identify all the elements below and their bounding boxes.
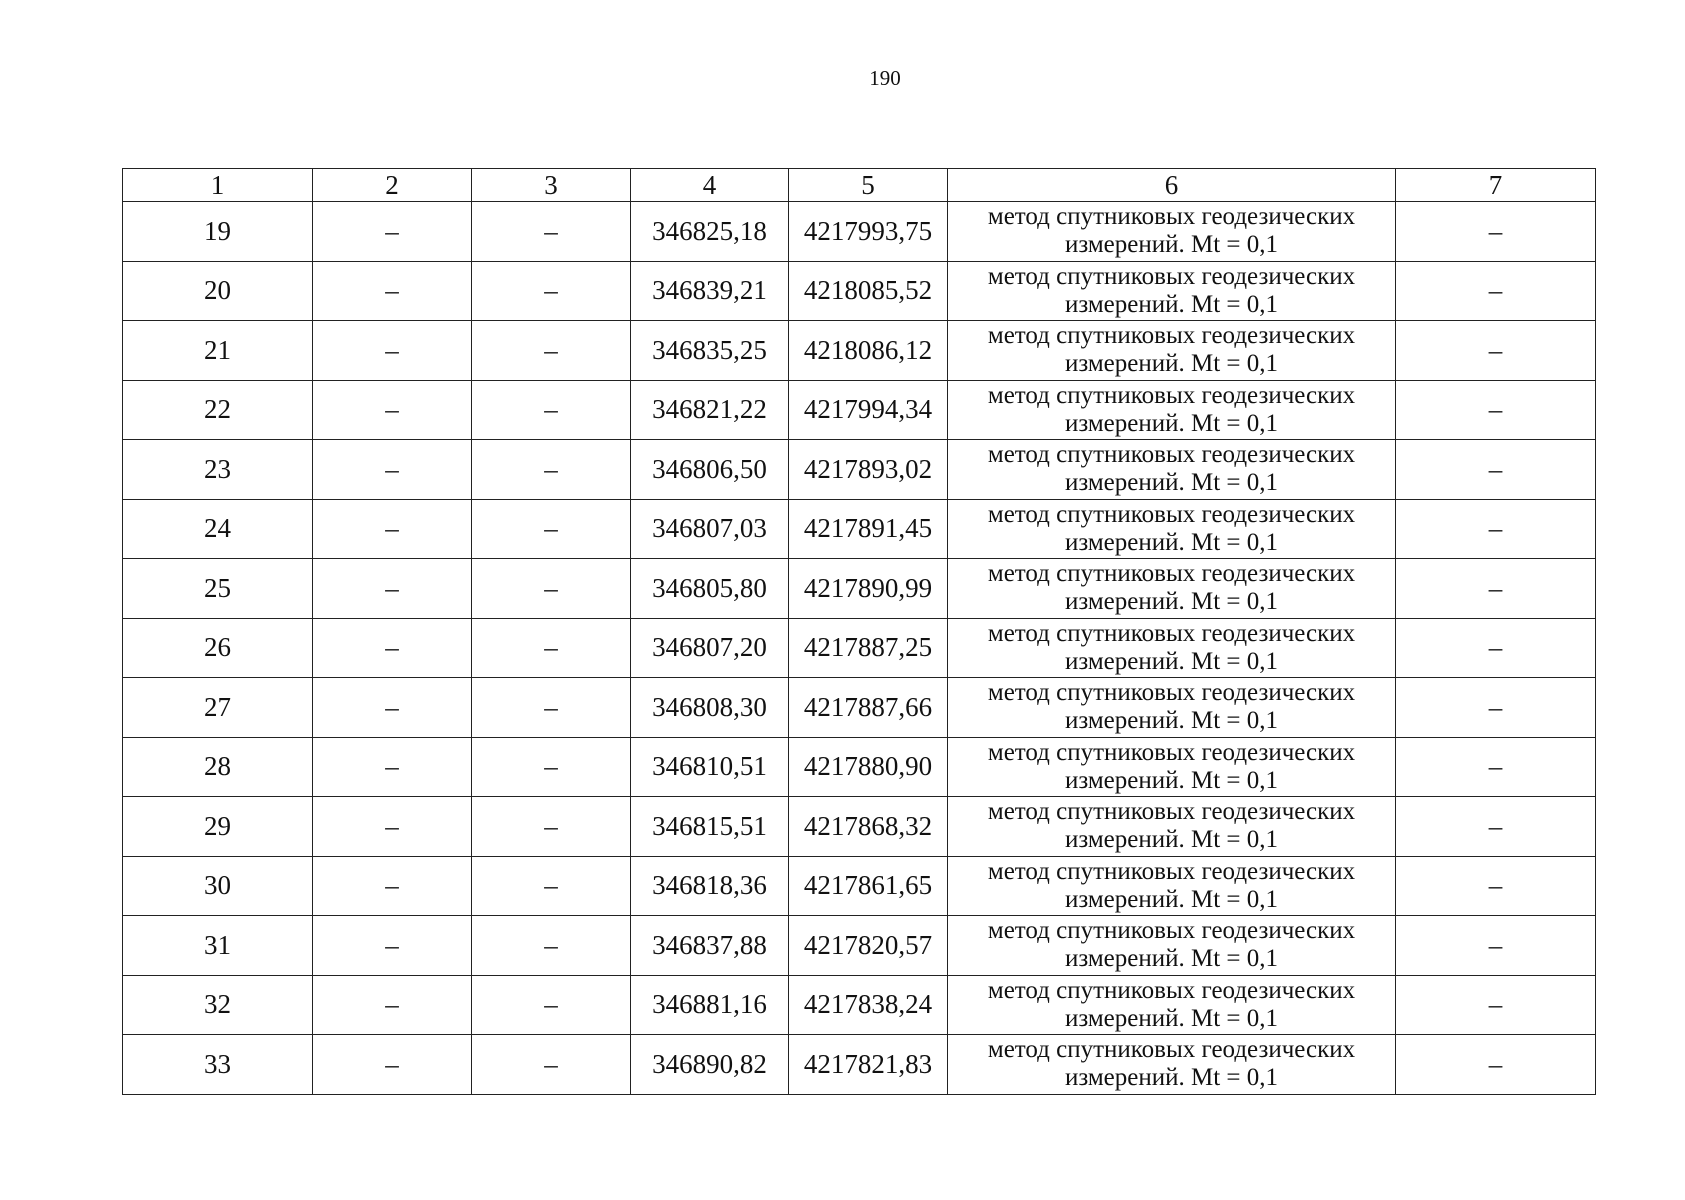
- method-line-2: измерений. Mt = 0,1: [1064, 231, 1279, 259]
- table-cell-col7: –: [1396, 797, 1596, 857]
- table-row: [123, 321, 1596, 381]
- table-cell-col5: 4217887,25: [789, 618, 948, 678]
- table-cell-col5: 4217820,57: [789, 916, 948, 976]
- table-cell-col4: 346881,16: [631, 975, 789, 1035]
- table-row: [123, 678, 1596, 738]
- table-cell-col1: 21: [123, 321, 313, 381]
- table-cell-col4: 346825,18: [631, 202, 789, 262]
- table-cell-col4: 346835,25: [631, 321, 789, 381]
- table-cell-col1: 33: [123, 1035, 313, 1095]
- table-row: [123, 797, 1596, 857]
- table-cell-col3: –: [472, 261, 631, 321]
- table-cell-col7: –: [1396, 499, 1596, 559]
- table-cell-col4: 346810,51: [631, 737, 789, 797]
- table-row: [123, 202, 1596, 262]
- method-line-2: измерений. Mt = 0,1: [1064, 1004, 1279, 1032]
- column-header: 5: [789, 169, 948, 202]
- table-cell-col4: 346815,51: [631, 797, 789, 857]
- method-line-1: метод спутниковых геодезических: [987, 1036, 1356, 1064]
- table-cell-col5: 4217993,75: [789, 202, 948, 262]
- table-cell-method: [948, 1035, 1396, 1095]
- table-cell-col7: –: [1396, 321, 1596, 381]
- table-cell-col1: 22: [123, 380, 313, 440]
- table-cell-col3: –: [472, 856, 631, 916]
- table-cell-method: [948, 202, 1396, 262]
- method-line-2: измерений. Mt = 0,1: [1064, 588, 1279, 616]
- table-cell-method: [948, 678, 1396, 738]
- table-cell-col2: –: [313, 261, 472, 321]
- table-cell-col7: –: [1396, 440, 1596, 500]
- table-cell-col7: –: [1396, 916, 1596, 976]
- table-cell-method: [948, 856, 1396, 916]
- table-cell-col5: 4217838,24: [789, 975, 948, 1035]
- table-cell-col1: 27: [123, 678, 313, 738]
- column-header: 2: [313, 169, 472, 202]
- column-header: 7: [1396, 169, 1596, 202]
- table-cell-method: [948, 797, 1396, 857]
- method-line-1: метод спутниковых геодезических: [987, 560, 1356, 588]
- table-cell-col4: 346821,22: [631, 380, 789, 440]
- table-cell-col7: –: [1396, 261, 1596, 321]
- table-cell-col4: 346837,88: [631, 916, 789, 976]
- method-line-1: метод спутниковых геодезических: [987, 262, 1356, 290]
- table-cell-col2: –: [313, 440, 472, 500]
- table-row: [123, 261, 1596, 321]
- table-cell-col5: 4217891,45: [789, 499, 948, 559]
- table-row: [123, 975, 1596, 1035]
- table-cell-col7: –: [1396, 380, 1596, 440]
- table-cell-col5: 4217821,83: [789, 1035, 948, 1095]
- table-cell-col3: –: [472, 321, 631, 381]
- table-cell-col3: –: [472, 440, 631, 500]
- table-cell-col4: 346818,36: [631, 856, 789, 916]
- table-cell-col3: –: [472, 499, 631, 559]
- method-line-2: измерений. Mt = 0,1: [1064, 826, 1279, 854]
- table-cell-col2: –: [313, 380, 472, 440]
- table-cell-col1: 23: [123, 440, 313, 500]
- method-line-2: измерений. Mt = 0,1: [1064, 707, 1279, 735]
- method-line-2: измерений. Mt = 0,1: [1064, 1064, 1279, 1092]
- table-cell-col4: 346807,20: [631, 618, 789, 678]
- table-row: [123, 380, 1596, 440]
- table-cell-col1: 32: [123, 975, 313, 1035]
- table-cell-col1: 20: [123, 261, 313, 321]
- method-line-1: метод спутниковых геодезических: [987, 322, 1356, 350]
- table-cell-col2: –: [313, 499, 472, 559]
- method-line-2: измерений. Mt = 0,1: [1064, 528, 1279, 556]
- table-cell-col5: 4217890,99: [789, 559, 948, 619]
- table-cell-col2: –: [313, 321, 472, 381]
- method-line-2: измерений. Mt = 0,1: [1064, 945, 1279, 973]
- table-cell-col5: 4217861,65: [789, 856, 948, 916]
- table-cell-col7: –: [1396, 559, 1596, 619]
- table-cell-method: [948, 559, 1396, 619]
- table-cell-col2: –: [313, 678, 472, 738]
- table-cell-col5: 4218085,52: [789, 261, 948, 321]
- table-cell-col2: –: [313, 618, 472, 678]
- method-line-2: измерений. Mt = 0,1: [1064, 290, 1279, 318]
- table-cell-col2: –: [313, 559, 472, 619]
- table-cell-col1: 19: [123, 202, 313, 262]
- table-cell-col7: –: [1396, 202, 1596, 262]
- table-cell-method: [948, 916, 1396, 976]
- table-cell-col1: 24: [123, 499, 313, 559]
- method-line-1: метод спутниковых геодезических: [987, 500, 1356, 528]
- table-row: [123, 499, 1596, 559]
- table-row: [123, 559, 1596, 619]
- table-cell-method: [948, 380, 1396, 440]
- table-cell-col4: 346839,21: [631, 261, 789, 321]
- method-line-2: измерений. Mt = 0,1: [1064, 469, 1279, 497]
- table-cell-col3: –: [472, 202, 631, 262]
- table-cell-col1: 25: [123, 559, 313, 619]
- coordinates-table: [122, 168, 1596, 1095]
- table-cell-col3: –: [472, 1035, 631, 1095]
- method-line-2: измерений. Mt = 0,1: [1064, 350, 1279, 378]
- table-cell-col1: 30: [123, 856, 313, 916]
- column-header: 6: [948, 169, 1396, 202]
- table-cell-method: [948, 261, 1396, 321]
- method-line-1: метод спутниковых геодезических: [987, 381, 1356, 409]
- column-header: 3: [472, 169, 631, 202]
- column-header: 1: [123, 169, 313, 202]
- table-cell-col5: 4218086,12: [789, 321, 948, 381]
- column-header: 4: [631, 169, 789, 202]
- table-cell-method: [948, 737, 1396, 797]
- table-row: [123, 1035, 1596, 1095]
- table-row: [123, 856, 1596, 916]
- table-cell-col2: –: [313, 975, 472, 1035]
- table-cell-col3: –: [472, 678, 631, 738]
- table-row: [123, 440, 1596, 500]
- method-line-1: метод спутниковых геодезических: [987, 976, 1356, 1004]
- table-cell-method: [948, 440, 1396, 500]
- table-cell-col7: –: [1396, 737, 1596, 797]
- method-line-2: измерений. Mt = 0,1: [1064, 766, 1279, 794]
- method-line-1: метод спутниковых геодезических: [987, 203, 1356, 231]
- table-cell-method: [948, 618, 1396, 678]
- table-cell-col1: 28: [123, 737, 313, 797]
- table-row: [123, 916, 1596, 976]
- table-cell-col5: 4217880,90: [789, 737, 948, 797]
- table-cell-col3: –: [472, 737, 631, 797]
- page-number: 190: [869, 66, 901, 90]
- table-cell-col2: –: [313, 202, 472, 262]
- method-line-1: метод спутниковых геодезических: [987, 917, 1356, 945]
- table-header-row: [123, 169, 1596, 202]
- method-line-1: метод спутниковых геодезических: [987, 798, 1356, 826]
- table-row: [123, 618, 1596, 678]
- table-cell-col5: 4217868,32: [789, 797, 948, 857]
- table-cell-col5: 4217887,66: [789, 678, 948, 738]
- table-cell-col4: 346806,50: [631, 440, 789, 500]
- table-cell-col5: 4217994,34: [789, 380, 948, 440]
- table-cell-col3: –: [472, 380, 631, 440]
- table-body: [123, 169, 1596, 1095]
- method-line-2: измерений. Mt = 0,1: [1064, 409, 1279, 437]
- table-cell-col3: –: [472, 797, 631, 857]
- table-cell-col7: –: [1396, 618, 1596, 678]
- table-cell-method: [948, 499, 1396, 559]
- method-line-1: метод спутниковых геодезических: [987, 441, 1356, 469]
- table-cell-col3: –: [472, 618, 631, 678]
- table-cell-col3: –: [472, 559, 631, 619]
- method-line-1: метод спутниковых геодезических: [987, 857, 1356, 885]
- table-cell-col4: 346808,30: [631, 678, 789, 738]
- table-cell-col2: –: [313, 916, 472, 976]
- method-line-1: метод спутниковых геодезических: [987, 738, 1356, 766]
- table-cell-col7: –: [1396, 856, 1596, 916]
- table-cell-col5: 4217893,02: [789, 440, 948, 500]
- method-line-1: метод спутниковых геодезических: [987, 619, 1356, 647]
- table-cell-col4: 346805,80: [631, 559, 789, 619]
- table-cell-col2: –: [313, 1035, 472, 1095]
- table-cell-col7: –: [1396, 678, 1596, 738]
- method-line-2: измерений. Mt = 0,1: [1064, 885, 1279, 913]
- table-cell-col3: –: [472, 916, 631, 976]
- table-cell-col2: –: [313, 856, 472, 916]
- table-cell-col1: 31: [123, 916, 313, 976]
- table-cell-col4: 346807,03: [631, 499, 789, 559]
- method-line-2: измерений. Mt = 0,1: [1064, 647, 1279, 675]
- table-cell-col1: 26: [123, 618, 313, 678]
- table-cell-col2: –: [313, 797, 472, 857]
- table-cell-method: [948, 975, 1396, 1035]
- table-cell-method: [948, 321, 1396, 381]
- table-cell-col7: –: [1396, 975, 1596, 1035]
- table-cell-col3: –: [472, 975, 631, 1035]
- table-cell-col7: –: [1396, 1035, 1596, 1095]
- method-line-1: метод спутниковых геодезических: [987, 679, 1356, 707]
- table-cell-col1: 29: [123, 797, 313, 857]
- table-cell-col4: 346890,82: [631, 1035, 789, 1095]
- table-row: [123, 737, 1596, 797]
- table-cell-col2: –: [313, 737, 472, 797]
